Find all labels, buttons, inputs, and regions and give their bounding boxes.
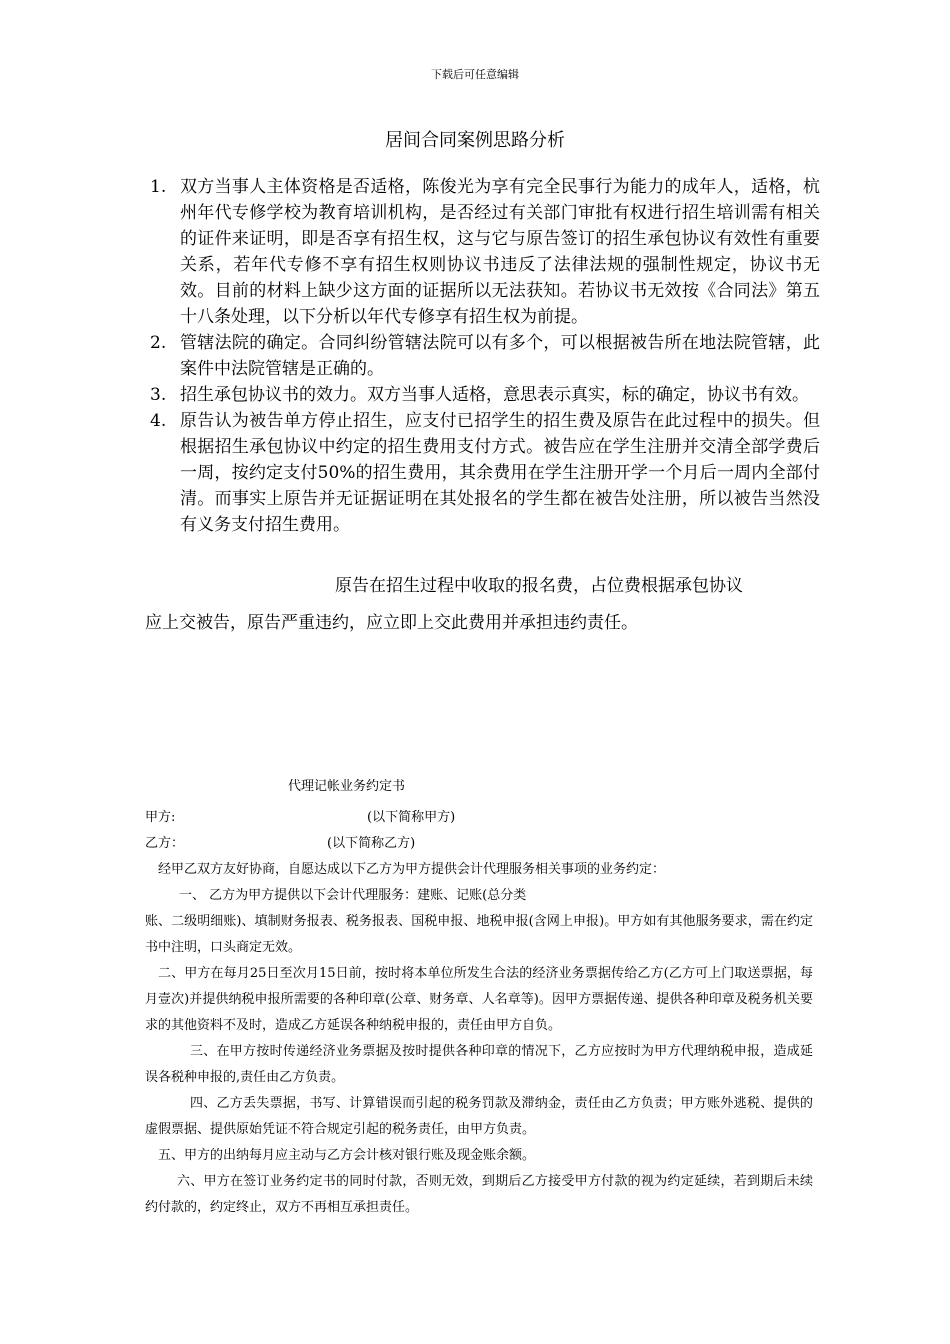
party-a-note: (以下简称甲方) bbox=[367, 810, 456, 825]
list-text: 管辖法院的确定。合同纠纷管辖法院可以有多个，可以根据被告所在地法院管辖，此案件中法院管辖是正确的。 bbox=[180, 333, 820, 379]
clause-1-head: 一、 乙方为甲方提供以下会计代理服务：建账、记账(总分类 bbox=[179, 888, 527, 903]
clause-6: 六、甲方在签订业务约定书的同时付款，否则无效，到期后乙方接受甲方付款的视为约定延续，若到期后未续约付款的，约定终止，双方不再相互承担责任。 bbox=[145, 1174, 813, 1215]
list-item bbox=[150, 382, 820, 408]
clause-2: 二、甲方在每月25日至次月15日前，按时将本单位所发生合法的经济业务票据传给乙方(乙方可上门取送票据，每月壹次)并提供纳税申报所需要的各种印章(公章、财务章、人名章等)。因甲方票据传递、提供各种印章及税务机关要求的其他资料不及时，造成乙方延误各种纳税申报的，责任由甲方自负。 bbox=[145, 966, 813, 1033]
list-item bbox=[150, 330, 820, 382]
clause-3: 三、在甲方按时传递经济业务票据及按时提供各种印章的情况下，乙方应按时为甲方代理纳税申报，造成延误各税种申报的,责任由乙方负责。 bbox=[145, 1044, 813, 1085]
clause-4: 四、乙方丢失票据，书写、计算错误而引起的税务罚款及滞纳金，责任由乙方负责；甲方账外逃税、提供的虚假票据、提供原始凭证不符合规定引起的税务责任，由甲方负责。 bbox=[145, 1096, 813, 1137]
agreement-title: 代理记帐业务约定书 bbox=[288, 779, 406, 794]
list-number: 2. bbox=[150, 333, 167, 353]
list-text: 双方当事人主体资格是否适格，陈俊光为享有完全民事行为能力的成年人，适格，杭州年代专修学校为教育培训机构，是否经过有关部门审批有权进行招生培训需有相关的证件来证明，即是否享有招生权，这与它与原告签订的招生承包协议有效性有重要关系，若年代专修不享有招生权则协议书违反了法律法规的强制性规定，协议书无效。目前的材料上缺少这方面的证据所以无法获知。若协议书无效按《合同法》第五十八条处理，以下分析以年代专修享有招生权为前提。 bbox=[180, 177, 820, 327]
page-header: 下载后可任意编辑 bbox=[431, 68, 519, 81]
list-number: 1. bbox=[150, 177, 167, 197]
party-b-label: 乙方： bbox=[145, 836, 185, 851]
continuation-line-2: 应上交被告，原告严重违约，应立即上交此费用并承担违约责任。 bbox=[145, 613, 638, 633]
clause-5: 五、甲方的出纳每月应主动与乙方会计核对银行账及现金账余额。 bbox=[158, 1148, 536, 1163]
analysis-list bbox=[150, 174, 820, 538]
party-a-label: 甲方: bbox=[145, 810, 176, 825]
list-number: 4. bbox=[150, 411, 167, 431]
list-item bbox=[150, 408, 820, 538]
list-text: 招生承包协议书的效力。双方当事人适格，意思表示真实，标的确定，协议书有效。 bbox=[180, 385, 809, 405]
clause-1-body: 账、二级明细账)、填制财务报表、税务报表、国税申报、地税申报(含网上申报)。甲方如有其他服务要求，需在约定书中注明，口头商定无效。 bbox=[145, 914, 813, 955]
list-text: 原告认为被告单方停止招生，应支付已招学生的招生费及原告在此过程中的损失。但根据招生承包协议中约定的招生费用支付方式。被告应在学生注册并交清全部学费后一周，按约定支付50%的招生费用，其余费用在学生注册开学一个月后一周内全部付清。而事实上原告并无证据证明在其处报名的学生都在被告处注册，所以被告当然没有义务支付招生费用。 bbox=[180, 411, 820, 535]
document-title: 居间合同案例思路分析 bbox=[385, 130, 565, 151]
agreement-intro: 经甲乙双方友好协商，自愿达成以下乙方为甲方提供会计代理服务相关事项的业务约定： bbox=[158, 862, 666, 877]
continuation-line-1: 原告在招生过程中收取的报名费，占位费根据承包协议 bbox=[335, 576, 743, 596]
list-item bbox=[150, 174, 820, 330]
list-number: 3. bbox=[150, 385, 167, 405]
party-b-note: (以下简称乙方) bbox=[327, 836, 416, 851]
